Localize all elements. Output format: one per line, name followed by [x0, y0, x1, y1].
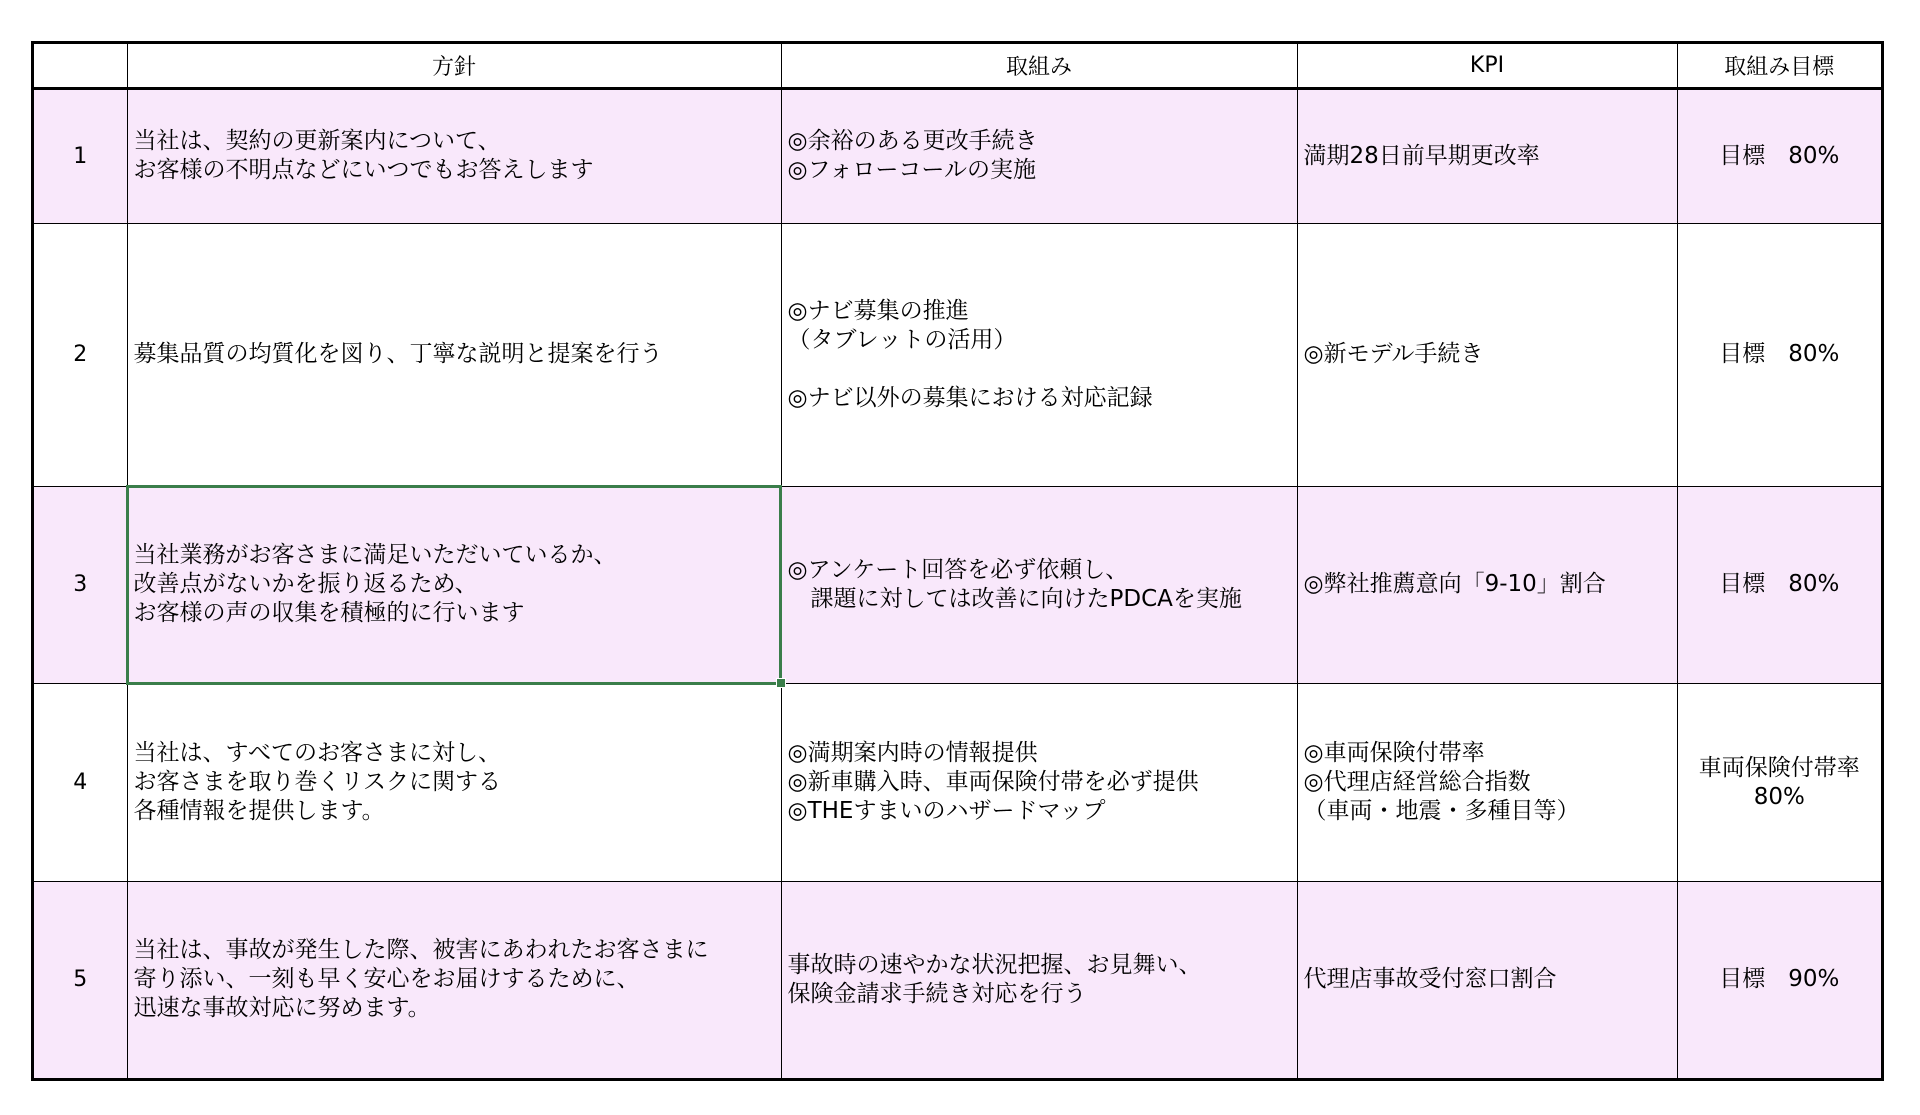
table-row	[34, 89, 1881, 224]
initiative-cell[interactable]: ◎余裕のある更改手続き ◎フォローコールの実施	[781, 89, 1297, 224]
policy-cell[interactable]: 当社は、契約の更新案内について、 お客様の不明点などにいつでもお答えします	[127, 89, 781, 224]
initiative-cell[interactable]: 事故時の速やかな状況把握、お見舞い、 保険金請求手続き対応を行う	[781, 881, 1297, 1078]
policy-cell[interactable]: 募集品質の均質化を図り、丁寧な説明と提案を行う	[127, 223, 781, 486]
target-cell[interactable]: 目標 80%	[1677, 89, 1881, 224]
row-number-cell[interactable]: 1	[34, 89, 127, 224]
fill-handle[interactable]	[776, 678, 786, 688]
header-kpi[interactable]: KPI	[1297, 44, 1677, 89]
row-number-cell[interactable]: 2	[34, 223, 127, 486]
policy-table	[34, 44, 1881, 1078]
table-row	[34, 684, 1881, 882]
target-cell[interactable]: 目標 80%	[1677, 223, 1881, 486]
policy-cell-text: 当社業務がお客さまに満足いただいているか、 改善点がないかを振り返るため、 お客様の声の収集を積極的に行います	[133, 542, 617, 627]
kpi-cell[interactable]: ◎車両保険付帯率 ◎代理店経営総合指数 （車両・地震・多種目等）	[1297, 684, 1677, 882]
target-cell[interactable]: 目標 80%	[1677, 486, 1881, 684]
row-number-cell[interactable]: 4	[34, 684, 127, 882]
table-row	[34, 881, 1881, 1078]
kpi-cell[interactable]: 満期28日前早期更改率	[1297, 89, 1677, 224]
header-row	[34, 44, 1881, 89]
row-number-cell[interactable]: 5	[34, 881, 127, 1078]
initiative-cell[interactable]: ◎満期案内時の情報提供 ◎新車購入時、車両保険付帯を必ず提供 ◎THEすまいのハザードマップ	[781, 684, 1297, 882]
kpi-cell[interactable]: ◎新モデル手続き	[1297, 223, 1677, 486]
policy-cell-selected[interactable]	[127, 486, 781, 684]
kpi-cell[interactable]: ◎弊社推薦意向「9-10」割合	[1297, 486, 1677, 684]
target-cell[interactable]: 目標 90%	[1677, 881, 1881, 1078]
policy-cell[interactable]: 当社は、事故が発生した際、被害にあわれたお客さまに 寄り添い、一刻も早く安心をお届けするために、 迅速な事故対応に努めます。	[127, 881, 781, 1078]
header-policy[interactable]: 方針	[127, 44, 781, 89]
table-row	[34, 223, 1881, 486]
kpi-cell[interactable]: 代理店事故受付窓口割合	[1297, 881, 1677, 1078]
initiative-cell[interactable]: ◎ナビ募集の推進 （タブレットの活用） ◎ナビ以外の募集における対応記録	[781, 223, 1297, 486]
header-target[interactable]: 取組み目標	[1677, 44, 1881, 89]
table-row	[34, 486, 1881, 684]
target-cell[interactable]: 車両保険付帯率 80%	[1677, 684, 1881, 882]
initiative-cell[interactable]: ◎アンケート回答を必ず依頼し、 課題に対しては改善に向けたPDCAを実施	[781, 486, 1297, 684]
header-initiative[interactable]: 取組み	[781, 44, 1297, 89]
header-no[interactable]	[34, 44, 127, 89]
spreadsheet-table-frame	[31, 41, 1884, 1081]
policy-cell[interactable]: 当社は、すべてのお客さまに対し、 お客さまを取り巻くリスクに関する 各種情報を提供します。	[127, 684, 781, 882]
row-number-cell[interactable]: 3	[34, 486, 127, 684]
